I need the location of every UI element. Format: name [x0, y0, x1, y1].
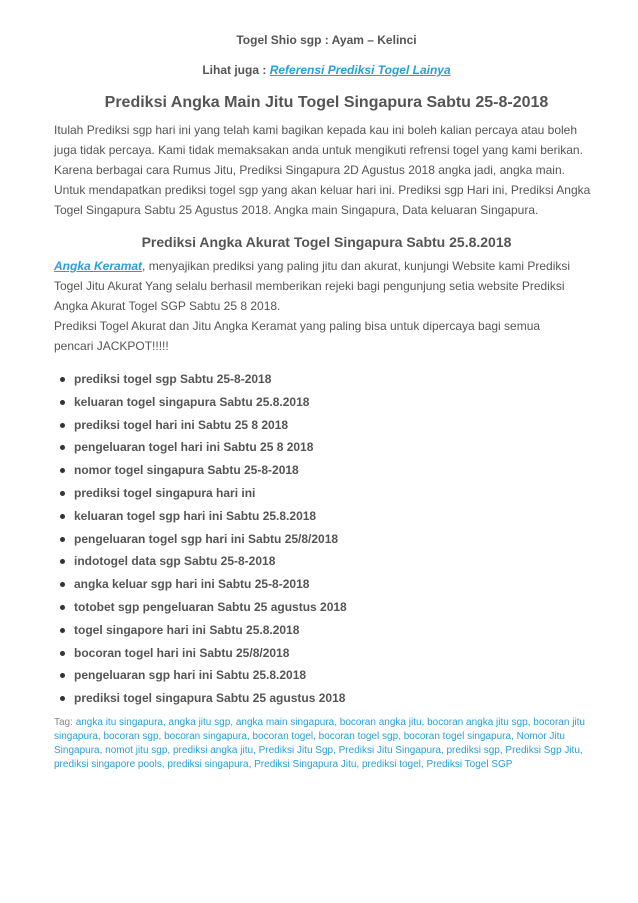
tag-link[interactable]: prediksi singapore pools [54, 758, 162, 770]
bullet-icon [60, 582, 65, 587]
article-subtitle: Prediksi Angka Akurat Togel Singapura Sabtu 25.8.2018 [141, 234, 512, 250]
shio-line: Togel Shio sgp : Ayam – Kelinci [236, 33, 417, 47]
tag-link[interactable]: bocoran togel sgp [318, 730, 399, 742]
tag-link[interactable]: prediksi sgp [446, 744, 500, 756]
bullet-icon [60, 628, 65, 633]
article-title: Prediksi Angka Main Jitu Togel Singapura Sabtu 25-8-2018 [104, 94, 549, 111]
keyword-text: pengeluaran sgp hari ini Sabtu 25.8.2018 [74, 668, 307, 683]
see-also-line [54, 60, 599, 80]
keyword-item [54, 596, 599, 619]
tag-label: Tag: [54, 716, 76, 728]
tag-link[interactable]: bocoran togel [252, 730, 314, 742]
angka-keramat-link[interactable]: Angka Keramat [54, 259, 143, 273]
tag-link[interactable]: prediksi singapura [167, 758, 249, 770]
keyword-item [54, 459, 599, 482]
keyword-item [54, 664, 599, 687]
bullet-icon [60, 400, 65, 405]
keyword-text: angka keluar sgp hari ini Sabtu 25-8-2018 [74, 577, 310, 592]
keyword-text: togel singapore hari ini Sabtu 25.8.2018 [74, 622, 300, 637]
see-also-link[interactable]: Referensi Prediksi Togel Lainya [269, 63, 451, 77]
keyword-text: prediksi togel singapura hari ini [74, 485, 256, 500]
keyword-text: prediksi togel hari ini Sabtu 25 8 2018 [74, 417, 289, 432]
keyword-item [54, 368, 599, 391]
bullet-icon [60, 377, 65, 382]
keyword-item [54, 436, 599, 459]
keyword-item [54, 482, 599, 505]
tag-link[interactable]: bocoran sgp [103, 730, 159, 742]
tag-link[interactable]: Prediksi Togel SGP [426, 758, 513, 770]
bullet-icon [60, 696, 65, 701]
bullet-icon [60, 673, 65, 678]
keyword-list [54, 368, 599, 710]
keyword-text: indotogel data sgp Sabtu 25-8-2018 [74, 554, 276, 569]
keyword-text: prediksi togel sgp Sabtu 25-8-2018 [74, 372, 272, 386]
keyword-item [54, 528, 599, 551]
bullet-icon [60, 445, 65, 450]
tag-list: Tag: angka itu singapura, angka jitu sgp, angka main singapura, bocoran angka jitu, bocoran angka jitu sgp, bocoran jitu singapura, bocoran sgp, bocoran singapura, bocoran togel, bocoran togel sgp, bocoran togel singapura, Nomor Jitu Singapura, nomot jitu sgp, prediksi angka jitu, Prediksi Jitu Sgp, Prediksi Jitu Singapura, prediksi sgp, Prediksi Sgp Jitu, prediksi singapore pools, prediksi singapura, Prediksi Singapura Jitu, prediksi togel, Prediksi Togel SGP [54, 716, 585, 770]
keyword-text: prediksi togel singapura Sabtu 25 agustus 2018 [74, 691, 346, 706]
bullet-icon [60, 537, 65, 542]
keyword-text: pengeluaran togel sgp hari ini Sabtu 25/8/2018 [74, 531, 339, 546]
tag-link[interactable]: angka jitu sgp [168, 716, 231, 728]
keramat-text: , menyajikan prediksi yang paling jitu dan akurat, kunjungi Website kami Prediksi Togel Jitu Akurat Yang selalu berhasil memberikan rejeki bagi pengunjung setia website Prediksi Angka Akurat Togel SGP Sabtu 25 8 2018. [54, 259, 571, 313]
keyword-text: keluaran togel singapura Sabtu 25.8.2018 [74, 394, 310, 409]
keyword-item [54, 414, 599, 437]
keyword-text: pengeluaran togel hari ini Sabtu 25 8 2018 [74, 440, 314, 455]
tag-link[interactable]: Prediksi Jitu Sgp [258, 744, 334, 756]
keyword-text: keluaran togel sgp hari ini Sabtu 25.8.2018 [74, 508, 317, 523]
tag-link[interactable]: Nomor Jitu Singapura [54, 730, 565, 756]
keyword-item [54, 505, 599, 528]
keyword-item [54, 619, 599, 642]
bullet-icon [60, 651, 65, 656]
bullet-icon [60, 468, 65, 473]
tag-link[interactable]: Prediksi Singapura Jitu [254, 758, 357, 770]
keyword-text: bocoran togel hari ini Sabtu 25/8/2018 [74, 645, 290, 660]
keyword-item [54, 573, 599, 596]
paragraph-line-3: pencari JACKPOT!!!!! [54, 339, 169, 353]
tag-link[interactable]: Prediksi Sgp Jitu [505, 744, 580, 756]
keyword-item [54, 550, 599, 573]
keyword-item [54, 391, 599, 414]
keyword-text: totobet sgp pengeluaran Sabtu 25 agustus 2018 [74, 599, 347, 614]
tag-link[interactable]: prediksi angka jitu [172, 744, 254, 756]
bullet-icon [60, 559, 65, 564]
tag-link[interactable]: bocoran singapura [164, 730, 247, 742]
keyword-text: nomor togel singapura Sabtu 25-8-2018 [74, 463, 299, 478]
tag-link[interactable]: bocoran angka jitu sgp [427, 716, 528, 728]
keyword-item [54, 687, 599, 710]
tag-link[interactable]: Prediksi Jitu Singapura [338, 744, 441, 756]
see-also-label: Lihat juga : [202, 63, 270, 77]
bullet-icon [60, 514, 65, 519]
intro-paragraph: Itulah Prediksi sgp hari ini yang telah kami bagikan kepada kau ini boleh kalian percaya atau boleh juga tidak percaya. Kami tidak memaksakan anda untuk mengikuti refrensi togel yang kami berikan. Karena berbagai cara Rumus Jitu, Prediksi Singapura 2D Agustus 2018 angka jadi, angka main. Untuk mendapatkan prediksi togel sgp yang akan keluar hari ini. Prediksi sgp Hari ini, Prediksi Angka Togel Singapura Sabtu 25 Agustus 2018. Angka main Singapura, Data keluaran Singapura. [54, 123, 591, 217]
bullet-icon [60, 605, 65, 610]
tag-link[interactable]: nomot jitu sgp [105, 744, 168, 756]
bullet-icon [60, 491, 65, 496]
document-content [54, 30, 599, 772]
paragraph-line-2: Prediksi Togel Akurat dan Jitu Angka Keramat yang paling bisa untuk dipercaya bagi semua [54, 319, 541, 333]
keyword-item [54, 642, 599, 665]
tag-link[interactable]: angka itu singapura [75, 716, 163, 728]
tag-link[interactable]: bocoran angka jitu [339, 716, 422, 728]
tag-link[interactable]: angka main singapura [235, 716, 335, 728]
keramat-paragraph [54, 256, 599, 356]
tag-link[interactable]: bocoran jitu singapura [54, 716, 585, 742]
tag-link[interactable]: bocoran togel singapura [403, 730, 512, 742]
tag-link[interactable]: prediksi togel [361, 758, 421, 770]
bullet-icon [60, 423, 65, 428]
